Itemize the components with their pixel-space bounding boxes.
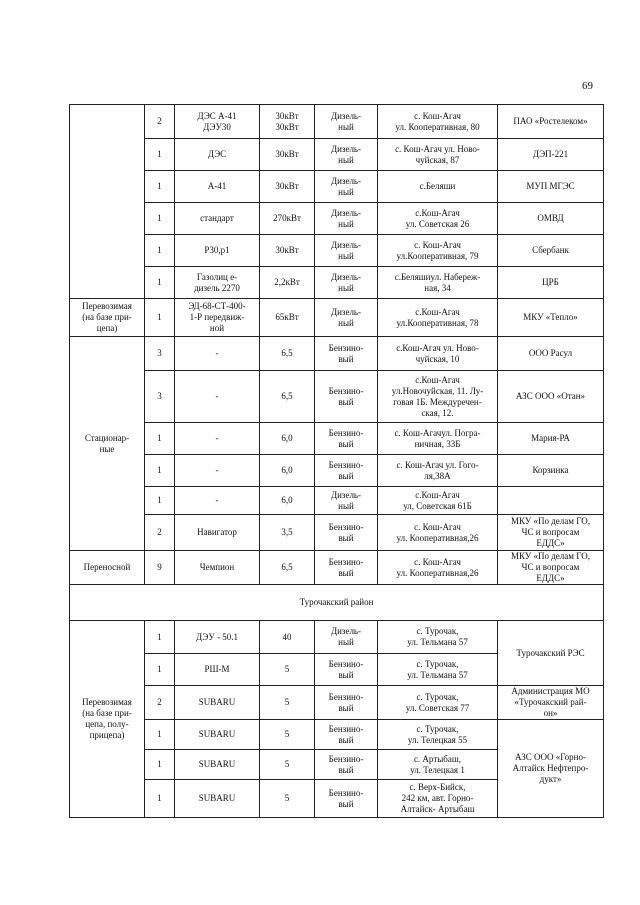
table-row [70, 423, 604, 455]
count-cell: 9 [145, 551, 175, 585]
owner-cell: МКУ «По делам ГО, ЧС и вопросам ЕДДС» [498, 551, 604, 585]
address-cell: с. Верх-Бийск, 242 км, авт. Горно- Алтайск- Артыбаш [378, 780, 498, 818]
count-cell: 1 [145, 299, 175, 337]
table-row [70, 337, 604, 371]
model-cell: SUBARU [175, 720, 260, 750]
count-cell: 1 [145, 139, 175, 171]
owner-cell: Корзинка [498, 455, 604, 487]
owner-cell [498, 487, 604, 515]
power-cell: 6,0 [260, 423, 315, 455]
table-row [70, 487, 604, 515]
model-cell: ДЭС [175, 139, 260, 171]
model-cell: ЭД-68-СТ-400- 1-Р передвиж- ной [175, 299, 260, 337]
count-cell: 1 [145, 780, 175, 818]
address-cell: с.Кош-Агач ул, Советская 61Б [378, 487, 498, 515]
fuel-cell: Дизель- ный [315, 235, 378, 267]
fuel-cell: Дизель- ный [315, 267, 378, 299]
count-cell: 1 [145, 654, 175, 686]
address-cell: с. Кош-Агач ул.Кооперативная, 79 [378, 235, 498, 267]
table-row [70, 551, 604, 585]
power-cell: 65кВт [260, 299, 315, 337]
table-row [70, 171, 604, 203]
count-cell: 2 [145, 105, 175, 139]
owner-cell: Турочакский РЭС [498, 621, 604, 686]
model-cell: - [175, 455, 260, 487]
owner-cell: АЗС ООО «Отан» [498, 371, 604, 423]
fuel-cell: Бензино- вый [315, 455, 378, 487]
owner-cell: Администрация МО «Турочакский рай- он» [498, 686, 604, 720]
address-cell: с. Кош-Агач ул. Кооперативная,26 [378, 515, 498, 551]
table-row [70, 267, 604, 299]
power-cell: 5 [260, 720, 315, 750]
power-cell: 6,5 [260, 551, 315, 585]
group-cell [70, 105, 145, 299]
fuel-cell: Бензино- вый [315, 654, 378, 686]
address-cell: с. Кош-Агач ул. Ново- чуйская, 87 [378, 139, 498, 171]
model-cell: Р30,р1 [175, 235, 260, 267]
model-cell: Навигатор [175, 515, 260, 551]
model-cell: Чемпион [175, 551, 260, 585]
table-row [70, 455, 604, 487]
model-cell: стандарт [175, 203, 260, 235]
count-cell: 1 [145, 487, 175, 515]
power-cell: 40 [260, 621, 315, 654]
owner-cell: Сбербанк [498, 235, 604, 267]
power-cell: 5 [260, 780, 315, 818]
fuel-cell: Дизель- ный [315, 487, 378, 515]
table-row [70, 621, 604, 654]
power-cell: 30кВт [260, 139, 315, 171]
address-cell: с.Кош-Агач ул. Советская 26 [378, 203, 498, 235]
fuel-cell: Бензино- вый [315, 337, 378, 371]
count-cell: 1 [145, 423, 175, 455]
table-row [70, 105, 604, 139]
model-cell: ДЭУ - 50.1 [175, 621, 260, 654]
count-cell: 1 [145, 267, 175, 299]
count-cell: 2 [145, 515, 175, 551]
fuel-cell: Бензино- вый [315, 686, 378, 720]
address-cell: с. Турочак, ул. Тельмана 57 [378, 654, 498, 686]
group-cell: Стационар- ные [70, 337, 145, 551]
power-cell: 5 [260, 654, 315, 686]
table-row [70, 686, 604, 720]
power-cell: 30кВт [260, 235, 315, 267]
table-row [70, 235, 604, 267]
count-cell: 3 [145, 371, 175, 423]
fuel-cell: Дизель- ный [315, 621, 378, 654]
group-cell: Перевозимая (на базе при- цепа, полу- прицепа) [70, 621, 145, 818]
fuel-cell: Бензино- вый [315, 515, 378, 551]
table-row [70, 299, 604, 337]
fuel-cell: Дизель- ный [315, 203, 378, 235]
owner-cell: МУП МГЭС [498, 171, 604, 203]
address-cell: с. Кош-Агач ул. Кооперативная, 80 [378, 105, 498, 139]
owner-cell: АЗС ООО «Горно- Алтайск Нефтепро- дукт» [498, 720, 604, 818]
count-cell: 3 [145, 337, 175, 371]
power-cell: 2,2кВт [260, 267, 315, 299]
model-cell: - [175, 423, 260, 455]
fuel-cell: Дизель- ный [315, 171, 378, 203]
page-number: 69 [582, 80, 593, 92]
section-row [70, 585, 604, 621]
power-cell: 30кВт 30кВт [260, 105, 315, 139]
count-cell: 1 [145, 455, 175, 487]
power-cell: 6,5 [260, 371, 315, 423]
table-row [70, 720, 604, 750]
owner-cell: МКУ «По делам ГО, ЧС и вопросам ЕДДС» [498, 515, 604, 551]
group-cell: Перевозимая (на базе при- цепа) [70, 299, 145, 337]
address-cell: с.Кош-Агач ул.Новочуйская, 11. Лу- говая 1Б. Междуречен- ская, 12. [378, 371, 498, 423]
table-row [70, 371, 604, 423]
model-cell: ДЭС А-41 ДЭУ30 [175, 105, 260, 139]
power-cell: 270кВт [260, 203, 315, 235]
owner-cell: Мария-РА [498, 423, 604, 455]
address-cell: с. Артыбаш, ул. Телецкая 1 [378, 750, 498, 780]
count-cell: 1 [145, 621, 175, 654]
model-cell: SUBARU [175, 750, 260, 780]
model-cell: - [175, 337, 260, 371]
model-cell: Газолиц е- дизель 2270 [175, 267, 260, 299]
count-cell: 1 [145, 171, 175, 203]
table-row [70, 515, 604, 551]
address-cell: с.Кош-Агач ул. Ново- чуйская, 10 [378, 337, 498, 371]
address-cell: с. Турочак, ул. Советская 77 [378, 686, 498, 720]
model-cell: SUBARU [175, 686, 260, 720]
fuel-cell: Бензино- вый [315, 780, 378, 818]
model-cell: РШ-М [175, 654, 260, 686]
model-cell: - [175, 487, 260, 515]
model-cell: SUBARU [175, 780, 260, 818]
owner-cell: ООО Расул [498, 337, 604, 371]
owner-cell: ОМВД [498, 203, 604, 235]
count-cell: 1 [145, 720, 175, 750]
model-cell: - [175, 371, 260, 423]
count-cell: 1 [145, 203, 175, 235]
model-cell: А-41 [175, 171, 260, 203]
count-cell: 1 [145, 235, 175, 267]
count-cell: 2 [145, 686, 175, 720]
address-cell: с. Кош-Агач ул. Гого- ля,38А [378, 455, 498, 487]
table-row [70, 139, 604, 171]
fuel-cell: Бензино- вый [315, 423, 378, 455]
owner-cell: ПАО «Ростелеком» [498, 105, 604, 139]
count-cell: 1 [145, 750, 175, 780]
fuel-cell: Дизель- ный [315, 139, 378, 171]
power-cell: 6,0 [260, 455, 315, 487]
generators-table [69, 104, 604, 818]
address-cell: с.Беляшиул. Набереж- ная, 34 [378, 267, 498, 299]
owner-cell: ДЭП-221 [498, 139, 604, 171]
fuel-cell: Дизель- ный [315, 299, 378, 337]
fuel-cell: Бензино- вый [315, 720, 378, 750]
table-row [70, 203, 604, 235]
power-cell: 30кВт [260, 171, 315, 203]
power-cell: 5 [260, 750, 315, 780]
fuel-cell: Бензино- вый [315, 371, 378, 423]
group-cell: Переносной [70, 551, 145, 585]
owner-cell: ЦРБ [498, 267, 604, 299]
power-cell: 6,0 [260, 487, 315, 515]
address-cell: с. Кош-Агач ул. Кооперативная,26 [378, 551, 498, 585]
power-cell: 5 [260, 686, 315, 720]
address-cell: с. Турочак, ул. Телецкая 55 [378, 720, 498, 750]
section-title: Турочакский район [70, 585, 604, 621]
power-cell: 6,5 [260, 337, 315, 371]
address-cell: с.Кош-Агач ул.Кооперативная, 78 [378, 299, 498, 337]
address-cell: с. Кош-Агачул. Погра- ничная, 33Б [378, 423, 498, 455]
fuel-cell: Дизель- ный [315, 105, 378, 139]
fuel-cell: Бензино- вый [315, 551, 378, 585]
fuel-cell: Бензино- вый [315, 750, 378, 780]
address-cell: с.Беляши [378, 171, 498, 203]
address-cell: с. Турочак, ул. Тельмана 57 [378, 621, 498, 654]
power-cell: 3,5 [260, 515, 315, 551]
owner-cell: МКУ «Тепло» [498, 299, 604, 337]
